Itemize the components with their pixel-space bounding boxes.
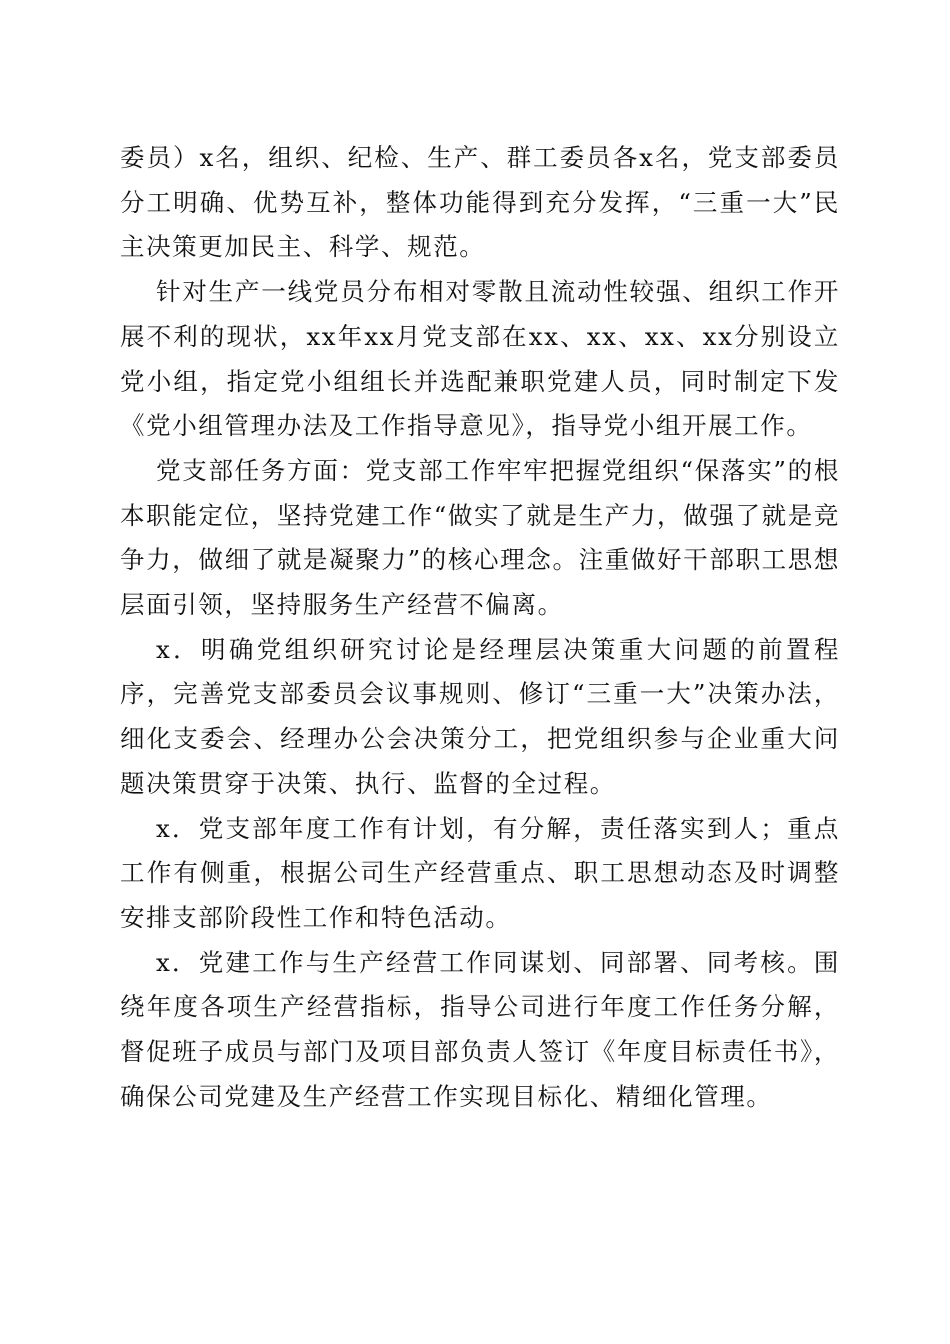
paragraph-party-groups: 针对生产一线党员分布相对零散且流动性较强、组织工作开展不利的现状，xx年xx月党支部在xx、xx、xx、xx分别设立党小组，指定党小组组长并选配兼职党建人员，同时制定下发《党小组管理办法及工作指导意见》，指导党小组开展工作。 [120,277,840,441]
paragraph-item-joint-planning: x．党建工作与生产经营工作同谋划、同部署、同考核。围绕年度各项生产经营指标，指导公司进行年度工作任务分解，督促班子成员与部门及项目部负责人签订《年度目标责任书》，确保公司党建及生产经营工作实现目标化、精细化管理。 [120,947,840,1111]
paragraph-item-annual-plan: x．党支部年度工作有计划，有分解，责任落实到人；重点工作有侧重，根据公司生产经营重点、职工思想动态及时调整安排支部阶段性工作和特色活动。 [120,813,840,932]
paragraph-item-decision-procedure: x．明确党组织研究讨论是经理层决策重大问题的前置程序，完善党支部委员会议事规则、修订“三重一大”决策办法，细化支委会、经理办公会决策分工，把党组织参与企业重大问题决策贯穿于决策、执行、监督的全过程。 [120,634,840,798]
document-page [120,136,840,1119]
paragraph-branch-tasks: 党支部任务方面：党支部工作牢牢把握党组织“保落实”的根本职能定位，坚持党建工作“做实了就是生产力，做强了就是竞争力，做细了就是凝聚力”的核心理念。注重做好干部职工思想层面引领，坚持服务生产经营不偏离。 [120,455,840,620]
paragraph-continuation: 委员）x名，组织、纪检、生产、群工委员各x名，党支部委员分工明确、优势互补，整体功能得到充分发挥，“三重一大”民主决策更加民主、科学、规范。 [120,143,840,262]
